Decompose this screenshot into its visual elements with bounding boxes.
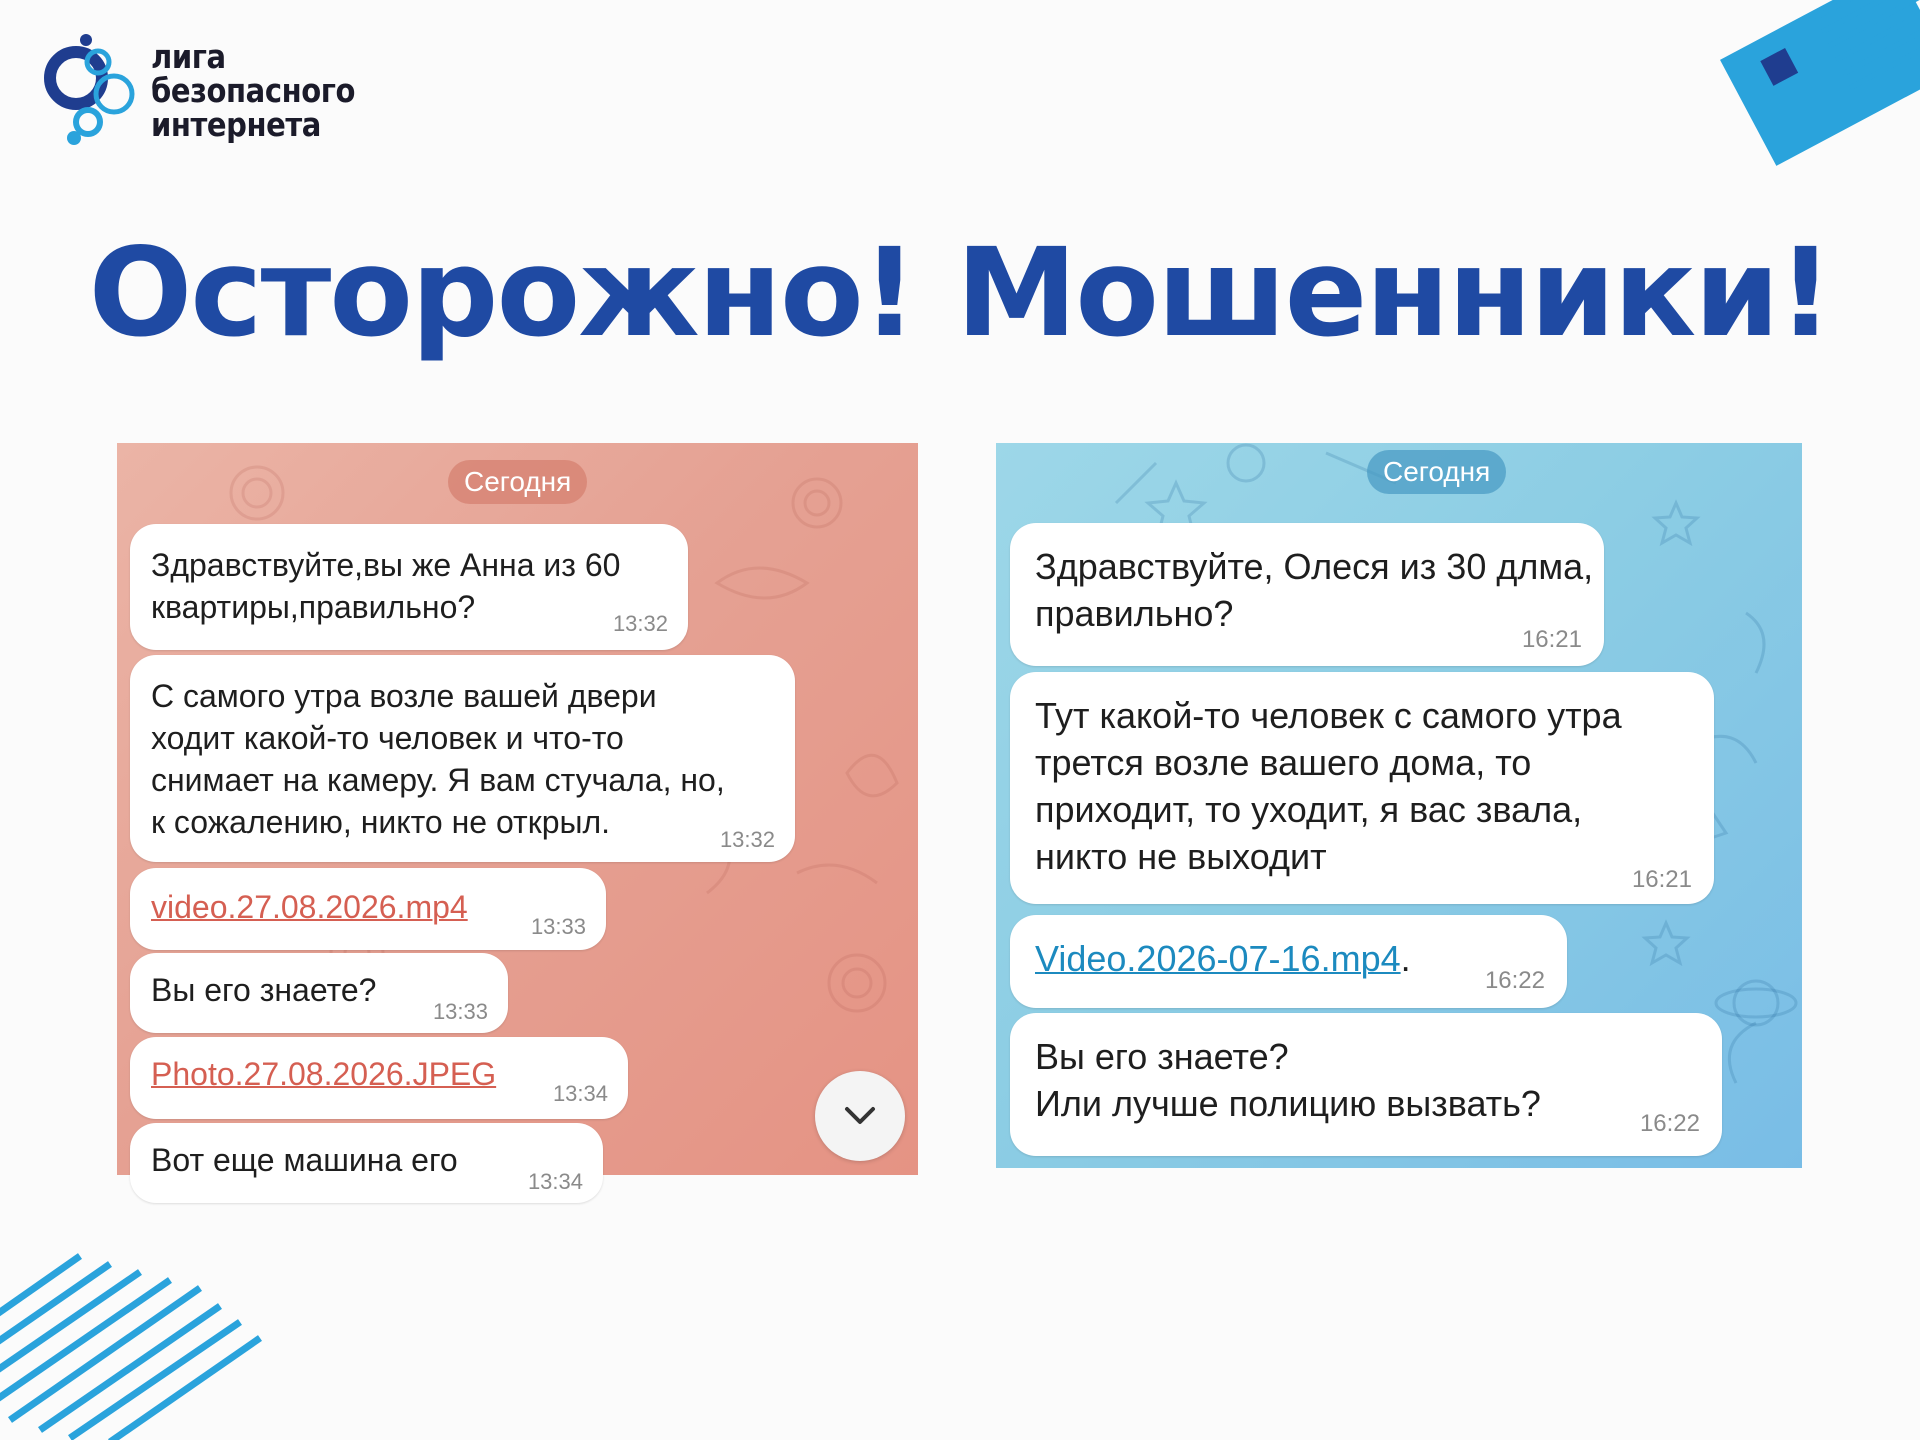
stripes-decoration [0,1250,250,1440]
brand-logo [36,34,376,154]
attachment-suffix: . [1400,938,1411,979]
message-text: Вот еще машина его [151,1142,458,1178]
message-time: 13:34 [552,1081,608,1106]
message-text: Здравствуйте, Олеся из 30 длма, правильно? [1035,546,1594,634]
attachment-bubble[interactable] [130,868,606,950]
brand-line-2: безопасного [151,71,355,110]
message-bubble [130,655,795,862]
message-time: 13:34 [527,1169,583,1194]
message-time: 16:22 [1639,1110,1700,1137]
rings-logo-icon [36,34,136,146]
attachment-bubble[interactable] [130,1037,628,1119]
date-separator: Сегодня [448,460,587,504]
message-time: 16:21 [1521,626,1582,653]
message-time: 13:33 [432,999,488,1024]
message-bubble [1010,1013,1722,1156]
message-time: 16:22 [1484,967,1545,994]
video-attachment-link[interactable]: video.27.08.2026.mp4 [151,889,468,925]
brand-line-3: интернета [151,105,321,144]
message-text: Вы его знаете? Или лучше полицию вызвать? [1035,1036,1541,1124]
message-text: Вы его знаете? [151,972,377,1008]
message-bubble [1010,672,1714,904]
chevron-down-icon [842,1098,878,1134]
chat-screenshot-left [117,443,918,1194]
message-text: Здравствуйте,вы же Анна из 60 квартиры,правильно? [151,547,621,625]
message-text: Тут какой-то человек с самого утра трется возле вашего дома, то приходит, то уходит, я вас звала, никто не выходит [1035,695,1622,877]
attachment-text [1035,935,1411,982]
message-time: 13:33 [530,914,586,939]
page-title: Осторожно! Мошенники! [88,222,1832,364]
message-time: 13:32 [612,611,668,636]
brand-name [151,37,383,144]
attachment-bubble[interactable] [1010,915,1567,1008]
message-bubble [130,953,508,1033]
video-attachment-link[interactable]: Video.2026-07-16.mp4 [1035,938,1401,979]
date-separator: Сегодня [1367,450,1506,494]
message-bubble [130,524,688,650]
brand-line-1: лига [151,37,226,76]
message-text: С самого утра возле вашей двери ходит какой-то человек и что-то снимает на камеру. Я вам стучала, но, к сожалению, никто не открыл. [151,678,725,840]
scroll-down-button[interactable] [815,1071,905,1161]
chat-screenshot-right [996,443,1802,1168]
photo-attachment-link[interactable]: Photo.27.08.2026.JPEG [151,1056,497,1092]
message-bubble [130,1123,603,1203]
message-time: 16:21 [1631,866,1692,893]
message-time: 13:32 [719,827,775,852]
envelope-decoration [1640,0,1920,160]
message-bubble [1010,523,1604,666]
